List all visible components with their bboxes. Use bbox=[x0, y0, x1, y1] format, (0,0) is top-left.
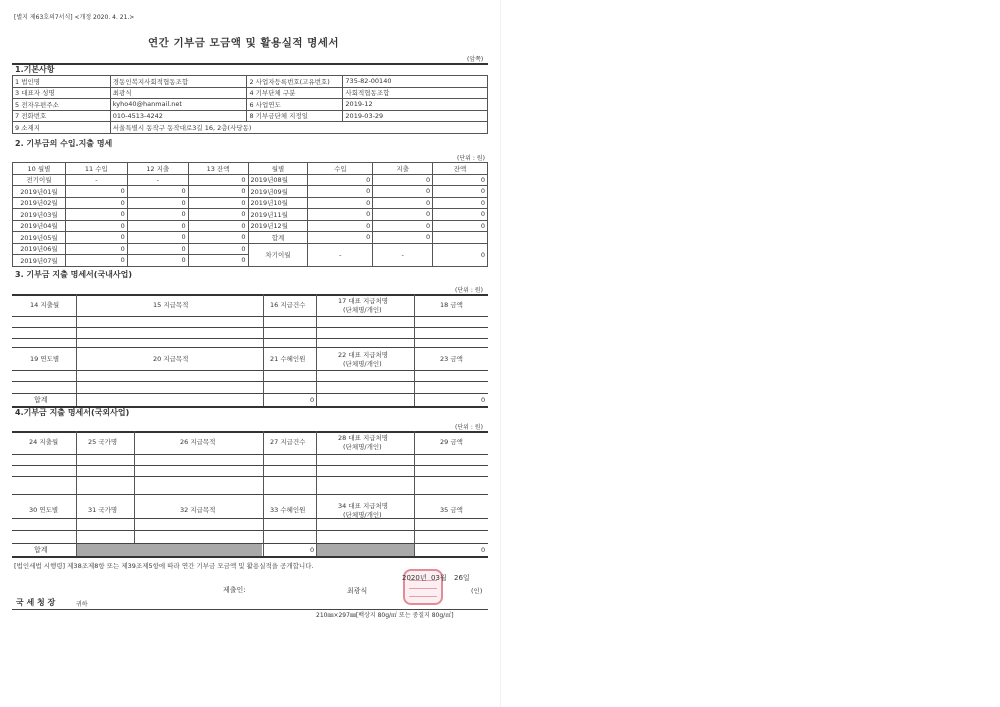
col-header: 23 금액 bbox=[440, 355, 463, 363]
carry-forward-income: - bbox=[308, 243, 373, 266]
month-cell: 2019년09월 bbox=[248, 186, 308, 198]
field-label: 2 사업자등록번호(고유번호) bbox=[247, 76, 343, 88]
header-cell: 13 잔액 bbox=[188, 163, 248, 175]
col-header-sub: (단체명/개인) bbox=[343, 306, 382, 314]
col-header-sub: (단체명/개인) bbox=[343, 511, 382, 519]
balance-cell: 0 bbox=[188, 197, 248, 209]
basic-row bbox=[13, 87, 488, 99]
section-foreign-title: 4.기부금 지출 명세서(국외사업) bbox=[15, 408, 130, 417]
basic-row bbox=[13, 110, 488, 122]
header-cell: 12 지출 bbox=[127, 163, 188, 175]
income-cell: 0 bbox=[308, 197, 373, 209]
month-cell: 2019년08월 bbox=[248, 174, 308, 186]
month-cell: 2019년05월 bbox=[13, 232, 66, 244]
col-header: 24 지출월 bbox=[29, 438, 59, 446]
income-cell: 0 bbox=[308, 220, 373, 232]
field-value: 2019-12 bbox=[343, 99, 488, 111]
date-month: 03월 bbox=[431, 574, 447, 582]
month-cell: 2019년02월 bbox=[13, 197, 66, 209]
income-row bbox=[13, 243, 488, 255]
col-header: 21 수혜인원 bbox=[270, 355, 306, 363]
field-value: kyho40@hanmail.net bbox=[110, 99, 247, 111]
expense-cell: 0 bbox=[127, 186, 188, 198]
form-reference: [별지 제63호의7서식] <개정 2020. 4. 21.> bbox=[14, 14, 135, 21]
field-value: 사회적협동조합 bbox=[343, 87, 488, 99]
foreign-total-amount: 0 bbox=[481, 546, 486, 554]
income-cell: 0 bbox=[308, 186, 373, 198]
month-cell: 2019년12월 bbox=[248, 220, 308, 232]
field-label: 7 전화번호 bbox=[13, 110, 111, 122]
blank-area bbox=[500, 0, 1000, 707]
income-cell: 0 bbox=[65, 232, 127, 244]
col-header-sub: (단체명/개인) bbox=[343, 443, 382, 451]
balance-total-cell bbox=[433, 232, 488, 244]
col-header-sub: (단체명/개인) bbox=[343, 360, 382, 368]
col-header: 18 금액 bbox=[440, 301, 463, 309]
field-label: 5 전자우편주소 bbox=[13, 99, 111, 111]
balance-cell: 0 bbox=[188, 232, 248, 244]
header-cell: 지출 bbox=[373, 163, 433, 175]
carry-forward-expense: - bbox=[373, 243, 433, 266]
expense-cell: 0 bbox=[127, 232, 188, 244]
income-cell: 0 bbox=[65, 255, 127, 267]
month-cell: 2019년10월 bbox=[248, 197, 308, 209]
month-cell: 2019년03월 bbox=[13, 209, 66, 221]
balance-cell: 0 bbox=[188, 255, 248, 267]
balance-cell: 0 bbox=[433, 209, 488, 221]
col-header: 34 대표 지급처명 bbox=[338, 502, 389, 510]
col-header: 32 지급목적 bbox=[180, 506, 216, 514]
expense-cell: 0 bbox=[127, 243, 188, 255]
income-cell: 0 bbox=[65, 186, 127, 198]
field-value: 최광식 bbox=[110, 87, 247, 99]
header-cell: 10 월별 bbox=[13, 163, 66, 175]
expense-cell: 0 bbox=[127, 220, 188, 232]
foreign-total-label: 합계 bbox=[34, 546, 48, 554]
document-title: 연간 기부금 모금액 및 활용실적 명세서 bbox=[148, 37, 340, 49]
expense-cell: 0 bbox=[373, 174, 433, 186]
col-header: 28 대표 지급처명 bbox=[338, 434, 389, 442]
col-header: 17 대표 지급처명 bbox=[338, 297, 389, 305]
domestic-total-amount: 0 bbox=[481, 396, 486, 404]
income-row bbox=[13, 209, 488, 221]
income-cell: 0 bbox=[65, 220, 127, 232]
col-header: 15 지급목적 bbox=[153, 301, 189, 309]
col-header: 19 연도별 bbox=[30, 355, 60, 363]
address-value: 서울특별시 동작구 동작대로3길 16, 2층(사당동) bbox=[110, 122, 487, 134]
income-cell: 0 bbox=[308, 209, 373, 221]
basic-row bbox=[13, 76, 488, 88]
balance-cell: 0 bbox=[433, 220, 488, 232]
balance-cell: 0 bbox=[188, 220, 248, 232]
expense-cell: 0 bbox=[373, 220, 433, 232]
income-unit: (단위 : 원) bbox=[457, 155, 485, 162]
month-cell: 2019년06월 bbox=[13, 243, 66, 255]
field-label: 8 기부금단체 지정일 bbox=[247, 110, 343, 122]
income-row bbox=[13, 197, 488, 209]
col-header: 33 수혜인원 bbox=[270, 506, 306, 514]
month-cell: 2019년07월 bbox=[13, 255, 66, 267]
header-cell: 11 수입 bbox=[65, 163, 127, 175]
col-header: 26 지급목적 bbox=[180, 438, 216, 446]
date-year: 2020년 bbox=[402, 574, 427, 582]
income-total-cell: 0 bbox=[308, 232, 373, 244]
paper-spec: 210㎜×297㎜[백상지 80g/㎡ 또는 중질지 80g/㎡] bbox=[316, 612, 454, 619]
income-table bbox=[12, 162, 488, 267]
field-label: 9 소재지 bbox=[13, 122, 111, 134]
header-cell: 월별 bbox=[248, 163, 308, 175]
month-cell: 전기이월 bbox=[13, 174, 66, 186]
month-cell: 2019년04월 bbox=[13, 220, 66, 232]
col-header: 20 지급목적 bbox=[153, 355, 189, 363]
field-label: 1 법인명 bbox=[13, 76, 111, 88]
income-header-row bbox=[13, 163, 488, 175]
basic-row bbox=[13, 122, 488, 134]
balance-cell: 0 bbox=[188, 174, 248, 186]
section-basic-title: 1.기본사항 bbox=[15, 65, 55, 74]
domestic-unit: (단위 : 원) bbox=[455, 287, 483, 294]
expense-cell: 0 bbox=[127, 209, 188, 221]
month-cell: 2019년11월 bbox=[248, 209, 308, 221]
income-cell: 0 bbox=[308, 174, 373, 186]
balance-cell: 0 bbox=[188, 209, 248, 221]
section-income-title: 2. 기부금의 수입.지출 명세 bbox=[15, 139, 113, 148]
total-label-cell: 합계 bbox=[248, 232, 308, 244]
col-header: 35 금액 bbox=[440, 506, 463, 514]
expense-cell: 0 bbox=[373, 209, 433, 221]
balance-cell: 0 bbox=[433, 197, 488, 209]
col-header: 25 국가명 bbox=[88, 438, 118, 446]
col-header: 29 금액 bbox=[440, 438, 463, 446]
income-cell: 0 bbox=[65, 197, 127, 209]
field-value: 010-4513-4242 bbox=[110, 110, 247, 122]
expense-cell: 0 bbox=[373, 186, 433, 198]
col-header: 31 국가명 bbox=[88, 506, 118, 514]
field-label: 6 사업연도 bbox=[247, 99, 343, 111]
expense-total-cell: 0 bbox=[373, 232, 433, 244]
header-cell: 잔액 bbox=[433, 163, 488, 175]
col-header: 30 연도별 bbox=[29, 506, 59, 514]
balance-cell: 0 bbox=[433, 174, 488, 186]
domestic-total-mid: 0 bbox=[310, 396, 315, 404]
income-row bbox=[13, 220, 488, 232]
date-day: 26일 bbox=[454, 574, 470, 582]
balance-cell: 0 bbox=[433, 186, 488, 198]
expense-cell: 0 bbox=[373, 197, 433, 209]
basic-info-table bbox=[12, 75, 488, 134]
month-cell: 2019년01월 bbox=[13, 186, 66, 198]
field-label: 4 기부단체 구분 bbox=[247, 87, 343, 99]
income-row bbox=[13, 174, 488, 186]
carry-forward-label: 차기이월 bbox=[248, 243, 308, 266]
expense-cell: 0 bbox=[127, 255, 188, 267]
seal-mark: (인) bbox=[471, 587, 483, 595]
domestic-total-label: 합계 bbox=[34, 396, 48, 404]
section-domestic-title: 3. 기부금 지출 명세서(국내사업) bbox=[15, 270, 133, 279]
col-header: 16 지급건수 bbox=[270, 301, 306, 309]
expense-cell: 0 bbox=[127, 197, 188, 209]
header-cell: 수입 bbox=[308, 163, 373, 175]
legal-statement: [법인세법 시행령] 제38조제8항 또는 제39조제5항에 따라 연간 기부금 모금액 및 활용실적을 공개합니다. bbox=[14, 562, 314, 570]
field-value: 2019-03-29 bbox=[343, 110, 488, 122]
field-label: 3 대표자 성명 bbox=[13, 87, 111, 99]
income-cell: 0 bbox=[65, 243, 127, 255]
income-cell: - bbox=[65, 174, 127, 186]
field-value: 경동인복지사회적협동조합 bbox=[110, 76, 247, 88]
recipient: 국 세 청 장 bbox=[16, 598, 56, 607]
foreign-unit: (단위 : 원) bbox=[455, 424, 483, 431]
submitter-label: 제출인: bbox=[223, 586, 246, 594]
expense-cell: - bbox=[127, 174, 188, 186]
col-header: 27 지급건수 bbox=[270, 438, 306, 446]
balance-cell: 0 bbox=[188, 243, 248, 255]
income-row bbox=[13, 186, 488, 198]
basic-row bbox=[13, 99, 488, 111]
balance-cell: 0 bbox=[188, 186, 248, 198]
honorific: 귀하 bbox=[76, 601, 88, 608]
field-value: 735-82-00140 bbox=[343, 76, 488, 88]
col-header: 14 지출월 bbox=[30, 301, 60, 309]
income-row bbox=[13, 232, 488, 244]
col-header: 22 대표 지급처명 bbox=[338, 351, 389, 359]
foreign-total-mid: 0 bbox=[310, 546, 315, 554]
income-cell: 0 bbox=[65, 209, 127, 221]
front-page-mark: (앞쪽) bbox=[467, 56, 484, 63]
carry-forward-balance: 0 bbox=[433, 243, 488, 266]
submitter-name: 최광식 bbox=[347, 587, 368, 595]
